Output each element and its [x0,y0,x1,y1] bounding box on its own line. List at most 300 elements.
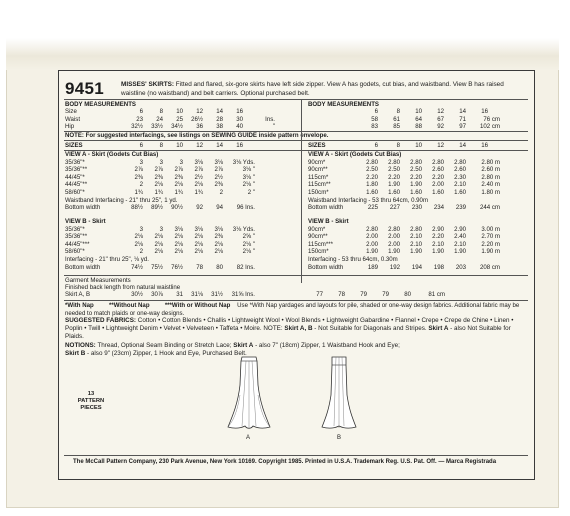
row-label [308,116,356,124]
cell-value: 2.70 m [481,233,500,241]
view-a-label: A [246,435,251,441]
pieces-label-1: PATTERN [77,398,105,404]
cell-value: 92 [196,204,203,212]
cell-value: 58 [371,115,378,123]
cell-value: 2⅛ " [242,181,255,189]
measurement-row [65,123,275,131]
cell-value: 31⅛ [191,291,203,298]
cell-value: 2.00 [388,240,400,248]
cell-value: 40 [236,123,243,131]
row-label: SIZES [308,142,326,149]
cell-value: 26½ [191,115,203,123]
cell-value: 2⅛ [174,248,183,256]
cell-value: 2.20 [366,173,378,181]
cell-value: 76 cm [483,115,500,123]
row-label: 58/60"* [65,188,85,196]
cell-value: 80 [404,291,411,298]
cell-value: 2.90 [432,225,444,233]
cell-value: 10 [176,108,183,115]
view-b-yardage-imperial [65,218,255,271]
cell-value: 2⅛ " [242,240,255,248]
cell-value: 2.20 [410,173,422,181]
cell-value: 2.10 [410,240,422,248]
cell-value: 2.40 [454,233,466,241]
cell-value: 2⅞ [174,166,183,174]
cell-value: 2.80 m [481,158,500,166]
row-label: 150cm* [308,248,329,256]
cell-value: 25 [176,115,183,123]
cell-value: 1¾ [154,188,163,196]
cell-value: 1.60 [454,188,466,196]
garment-measurements-row [65,291,445,299]
cell-value: 2.80 [432,158,444,166]
row-label: 90cm** [308,233,328,241]
cell-value: 16 [236,142,243,149]
cell-value: 2⅛ [194,240,203,248]
row-label [308,108,356,116]
yardage-row [65,248,255,256]
cell-value: 3⅛ [194,225,203,233]
cell-value: 8 [396,142,400,149]
cell-value: 10 [415,142,422,149]
cell-value: 208 cm [480,263,500,271]
row-label: Bottom width [65,263,101,271]
cell-value: 2⅞ [194,166,203,174]
cell-value: 2⅛ [154,181,163,189]
row-label: 90cm** [308,166,328,174]
row-label: Hip [65,123,75,131]
info-panel [58,70,535,480]
cell-value: 1.90 [410,181,422,189]
cell-value: 71 [459,115,466,123]
size-row [65,108,275,116]
cell-value: 3⅛ " [242,173,255,181]
cell-value: 2.20 [432,233,444,241]
sizes-row-right [308,142,488,150]
interfacing-line: Interfacing - 21" thru 25", ⅛ yd. [65,255,149,263]
cell-value: 2 [219,188,223,196]
fabrics-label: SUGGESTED FABRICS: [65,317,137,324]
cell-value: 2.30 [454,173,466,181]
cell-value: 10 [176,142,183,149]
note-b: - also Not Suitable for Plaids. [65,325,511,341]
cell-value: 2⅛ " [242,248,255,256]
cell-value: 194 [411,263,422,271]
cell-value: 2⅛ [154,240,163,248]
yardage-row [65,159,255,167]
cell-value: 3.00 m [481,225,500,233]
row-label: 115cm*** [308,240,333,248]
cell-value: 3⅛ [174,225,183,233]
row-label: SIZES [65,142,83,149]
cell-value: 64 [415,115,422,123]
column-divider [301,99,302,283]
pieces-label-2: PIECES [80,405,102,411]
cell-value: 1.90 [432,248,444,256]
yardage-row [308,189,500,197]
view-b-yardage-metric [308,218,500,271]
cell-value: 90½ [171,204,183,212]
cell-value: 30 [236,115,243,123]
cell-value: 12 [437,108,444,115]
cell-value: 2⅜ [214,233,223,241]
interfacing-note: NOTE: For suggested interfacings, see listings on SEWING GUIDE inside pattern envelope. [65,132,329,139]
notions-a: - also 7" (18cm) Zipper, 1 Waistband Hook and Eye; [255,341,400,349]
view-a-yardage-metric [308,151,500,212]
cell-value: 2⅜ [134,173,143,181]
row-label: 115cm* [308,173,329,181]
interfacing-line: Waistband Interfacing - 21" thru 25", 1 yd. [65,196,178,204]
cell-value: 3 [159,225,163,233]
cell-value: 3⅛ [214,158,223,166]
row-label: 35/36"** [65,166,88,174]
cell-value: 2⅛ [214,248,223,256]
cell-value: 2.00 [432,181,444,189]
cell-value: 31 [176,291,183,298]
cell-value: 2.60 [432,166,444,174]
cell-value: 36 [196,123,203,131]
cell-value: 2⅛ [214,240,223,248]
nap-text: Use *With Nap yardages and layouts for pile, shaded or one-way design fabrics. Additional fabric may be needed to match plaids or one-way designs. [65,302,520,317]
row-label: 44/45"* [65,173,85,181]
cell-value: 2⅛ [194,248,203,256]
cell-value: 1.90 [388,181,400,189]
cell-value: 30½ [131,291,143,298]
cell-value: 77 [316,291,323,298]
cell-value: 2.80 [410,225,422,233]
cell-value: 12 [196,142,203,149]
cell-value: 78 [196,263,203,271]
yardage-row [65,264,255,272]
yardage-row [65,181,255,189]
cell-value: 8 [159,108,163,115]
cell-value: 2.50 [388,166,400,174]
garment-measurements-title: Garment Measurements [65,277,131,284]
cell-value: 75½ [151,263,163,271]
cell-value: 6 [374,142,378,149]
cell-value: 2.60 [454,166,466,174]
cell-value: 94 [216,204,223,212]
row-label: Bottom width [308,263,344,271]
cell-value: 3 [139,225,143,233]
nap-either: ***With or Without Nap [164,302,231,309]
note-a: - Not Suitable for Diagonals and Stripes. [314,325,427,333]
description-title: MISSES' SKIRTS: [121,81,175,88]
yardage-row [65,226,255,234]
cell-value: 203 [455,263,466,271]
interfacing-line: Interfacing - 53 thru 64cm, 0.30m [308,255,398,263]
cell-value: 2.10 [454,181,466,189]
cell-value: 2.80 [388,158,400,166]
cell-value: 2.80 [410,158,422,166]
cell-value: 1.60 [388,188,400,196]
view-b-skirt-sketch [321,355,357,433]
cell-value: 16 [481,108,488,115]
view-title: VIEW A - Skirt (Godets Cut Bias) [65,151,159,158]
cell-value: 6 [374,108,378,115]
fabrics-text: Cotton • Cotton Blends • Challis • Lightweight Wool • Wool Blends • Lightweight Gabardine • Flannel • Crepe • Crepe de Chine • Linen • Poplin • Twill • Lightweight Denim • Velvet • Velveteen • Taffeta • Moire. NOTE: [65,317,514,333]
cell-value: 1.80 m [481,188,500,196]
nap-without: **Without Nap [108,302,150,309]
cell-value: 1.60 [410,188,422,196]
yardage-row [308,174,500,182]
nap-legend [65,302,527,317]
cell-value: 2.80 [366,225,378,233]
cell-value: 2.40 m [481,181,500,189]
cell-value: 2 " [247,188,255,196]
cell-value: 1.90 m [481,248,500,256]
cell-value: 6 [139,108,143,115]
cell-value: 1.60 [432,188,444,196]
cell-value: 8 [159,142,163,149]
row-label: 58/60"* [65,248,85,256]
cell-value: 34½ [171,123,183,131]
cell-value: 2⅞ [214,166,223,174]
cell-value: 38 [216,123,223,131]
publisher-footer: The McCall Pattern Company, 230 Park Avenue, New York 10169. Copyright 1985. Printed in U.S.A. Trademark Reg. U.S. Pat. Off. — Marca Registrada [73,459,497,465]
cell-value: 12 [437,142,444,149]
cell-value: 2⅛ [134,240,143,248]
cell-value: 31½ [211,291,223,298]
cell-value: 2⅞ [134,166,143,174]
notions-b: - also 9" (23cm) Zipper, 1 Hook and Eye, Purchased Belt. [87,349,247,357]
divider [64,300,528,301]
row-label: 90cm* [308,158,326,166]
cell-value: 3⅛ [214,225,223,233]
cell-value: 97 [459,123,466,131]
cell-value: 2.60 m [481,166,500,174]
cell-value: 10 [415,108,422,115]
cell-value: 198 [433,263,444,271]
cell-value: 2⅞ [154,166,163,174]
cell-value: 61 [393,115,400,123]
cell-value: 32½ [131,123,143,131]
body-measurements-title-right: BODY MEASUREMENTS [308,101,379,108]
cell-value: 102 cm [480,123,500,131]
divider [64,275,528,276]
cell-value: 2½ [214,173,223,181]
measurement-row [65,116,275,124]
cell-value: 2.00 [366,240,378,248]
cell-value: 2.80 [366,158,378,166]
cell-value: 14 [459,108,466,115]
interfacing-line: Waistband Interfacing - 53 thru 64cm, 0.90m [308,196,429,204]
cell-value: 239 [455,204,466,212]
cell-value: 244 cm [480,204,500,212]
cell-value: 227 [389,204,400,212]
cell-value: 2.00 [388,233,400,241]
cell-value: 3⅛ Yds. [232,158,255,166]
body-measurements-right [308,108,500,131]
cell-value: 6 [139,142,143,149]
cell-value: 2⅛ [174,181,183,189]
cell-value: 1.90 [366,248,378,256]
yardage-row [308,241,500,249]
cell-value: 31⅝ Ins. [231,291,255,298]
size-row [308,108,500,116]
sizes-row [65,142,243,150]
cell-value: 1¾ [174,188,183,196]
cell-value: 82 Ins. [236,263,255,271]
measurement-row [308,116,500,124]
cell-value: 1.80 [366,181,378,189]
cell-value: 189 [367,263,378,271]
cell-value: 28 [216,115,223,123]
cell-value: 2⅛ [154,233,163,241]
cell-value: 2.10 [432,240,444,248]
cell-value: 33½ [151,123,163,131]
body-measurements-left [65,108,275,131]
pieces-count: 13 [87,391,95,397]
yardage-row [65,204,255,212]
cell-value: 2.10 [410,233,422,241]
envelope-flap [6,38,559,70]
yardage-row [65,189,255,197]
row-label: Bottom width [308,204,344,212]
notions-text: Thread, Optional Seam Binding or Stretch Lace; [97,341,232,349]
view-b-label: B [337,435,342,441]
cell-value: 24 [156,115,163,123]
row-label: Bottom width [65,204,101,212]
garment-row-imperial [65,291,445,299]
row-label: 35/36"** [65,233,88,241]
cell-value: 2.50 [366,166,378,174]
cell-value: 1¾ [134,188,143,196]
cell-value: 23 [136,115,143,123]
cell-value: 30⅞ [151,291,163,298]
row-label: Size [65,108,77,115]
pattern-pieces [67,391,115,412]
cell-value: 80 [216,263,223,271]
measurement-row [308,123,500,131]
cell-value: 2.10 [454,240,466,248]
yardage-row [65,166,255,174]
yardage-row [308,204,500,212]
cell-value: 76½ [171,263,183,271]
cell-value: 1.60 [366,188,378,196]
cell-value: 12 [196,108,203,115]
cell-value: 2.20 [432,173,444,181]
body-measurements-title-left: BODY MEASUREMENTS [65,101,136,108]
row-label: Waist [65,115,81,123]
cell-value: 16 [236,108,243,115]
notions-a-label: Skirt A [233,341,254,349]
row-label: 90cm* [308,225,326,233]
cell-value: 85 [393,123,400,131]
row-label: 150cm* [308,188,329,196]
cell-value: 83 [371,123,378,131]
cell-value: 88½ [131,204,143,212]
sizes-row-left [65,142,243,150]
description-text: Fitted and flared, six-gore skirts have left side zipper. View A has godets, cut bias, and waistband. View B has raised waistline (no waistband) and belt carriers. Optional purchased belt. [121,81,504,97]
cell-value: 1¾ [194,188,203,196]
cell-value: 96 Ins. [236,204,255,212]
view-a-yardage-imperial [65,151,255,212]
yardage-row [65,174,255,182]
cell-value: 230 [411,204,422,212]
cell-value: 2 [139,181,143,189]
cell-value: 89½ [151,204,163,212]
cell-value: 2.50 [410,166,422,174]
cell-value: 2⅛ [174,240,183,248]
yardage-row [308,248,500,256]
view-title: VIEW B - Skirt [65,218,106,225]
view-a-skirt-sketch [227,355,271,433]
cell-value: 2.20 [388,173,400,181]
cell-value: " [272,123,275,131]
note-b-label: Skirt A [428,325,449,333]
suggested-fabrics [65,317,527,358]
spacer [255,291,301,299]
sizes-row [308,142,488,150]
yardage-row [65,241,255,249]
cell-value: 78 [338,291,345,298]
yardage-row [308,233,500,241]
cell-value: 2⅛ [154,248,163,256]
note-a-label: Skirt A, B [284,325,313,333]
cell-value: 67 [437,115,444,123]
divider [64,140,528,141]
row-label: 35/36"* [65,225,85,233]
cell-value: 92 [437,123,444,131]
cell-value: 3⅛ Yds. [232,225,255,233]
cell-value: 2.90 [454,225,466,233]
cell-value: 8 [396,108,400,115]
cell-value: 2⅛ [134,233,143,241]
cell-value: 2.80 m [481,173,500,181]
yardage-row [308,181,500,189]
divider [64,99,528,100]
cell-value: 1.90 [454,248,466,256]
cell-value: 1.90 [388,248,400,256]
cell-value: 79 [360,291,367,298]
cell-value: 2⅛ [174,233,183,241]
row-label: 44/45"** [65,181,88,189]
cell-value: 3 [159,158,163,166]
cell-value: 234 [433,204,444,212]
cell-value: 2⅜ [214,181,223,189]
divider [64,455,528,456]
cell-value: 3 [139,158,143,166]
cell-value: 2⅝ " [242,233,255,241]
nap-with: *With Nap [65,302,94,309]
cell-value: 3⅛ [194,158,203,166]
cell-value: 3⅛ " [242,166,255,174]
row-label [308,123,356,131]
cell-value: 74½ [131,263,143,271]
cell-value: 2⅛ [194,233,203,241]
row-label: Skirt A, B [65,291,91,298]
cell-value: 1.90 [410,248,422,256]
cell-value: 14 [216,108,223,115]
cell-value: 2⅜ [174,173,183,181]
yardage-row [308,159,500,167]
cell-value: 81 cm [428,291,445,298]
yardage-row [308,166,500,174]
cell-value: 2.80 [388,225,400,233]
cell-value: 192 [389,263,400,271]
yardage-row [308,264,500,272]
cell-value: 79 [382,291,389,298]
cell-value: 3 [179,158,183,166]
notions-b-label: Skirt B [65,349,86,357]
yardage-row [308,226,500,234]
cell-value: 14 [459,142,466,149]
view-title: VIEW B - Skirt [308,218,349,225]
cell-value: 88 [415,123,422,131]
cell-value: 2⅛ [194,181,203,189]
row-label: 115cm** [308,181,331,189]
